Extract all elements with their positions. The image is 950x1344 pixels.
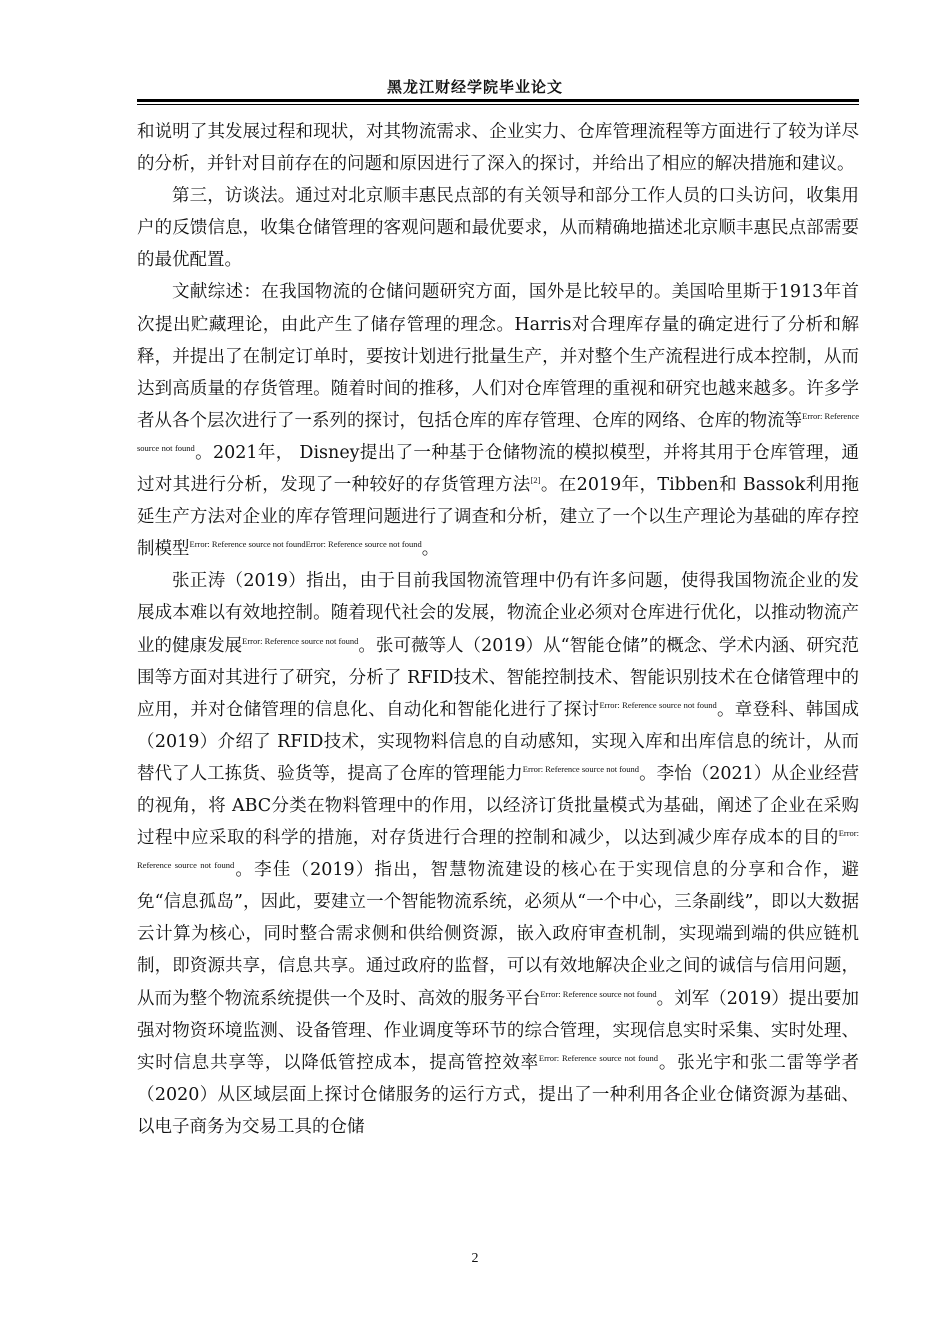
citation-marker: Error: Reference source not found xyxy=(522,764,640,775)
running-header-title: 黑龙江财经学院毕业论文 xyxy=(386,78,563,96)
citation-marker: Error: Reference source not found xyxy=(599,699,717,710)
paragraph-text: 张正涛（2019）指出，由于目前我国物流管理中仍有许多问题，使得我国物流企业的发展成本难以有效地控制。随着现代社会的发展，物流企业必须对仓库进行优化，以推动物流产业的健康发展 xyxy=(137,571,859,656)
page-number: 2 xyxy=(471,1251,479,1266)
citation-marker: Error: Reference source not found xyxy=(137,411,859,454)
citation-marker: Error: Reference source not found xyxy=(538,1052,659,1063)
citation-marker: Error: Reference source not found xyxy=(242,635,359,646)
paragraph-text: 。在2019年，Tibben和 Bassok利用拖延生产方法对企业的库存管理问题进行了调查和分析，建立了一个以生产理论为基础的库存控制模型 xyxy=(137,475,859,560)
paragraph-text: 文献综述：在我国物流的仓储问题研究方面，国外是比较早的。美国哈里斯于1913年首次提出贮藏理论，由此产生了储存管理的理念。Harris对合理库存量的确定进行了分析和解释，并提出了在制定订单时，要按计划进行批量生产，并对整个生产流程进行成本控制，从而达到高质量的存货管理。随着时间的推移，人们对仓库管理的重视和研究也越来越多。许多学者从各个层次进行了一系列的探讨，包括仓库的库存管理、仓库的网络、仓库的物流等 xyxy=(137,282,859,431)
paragraph xyxy=(137,276,859,565)
paragraph-text: 和说明了其发展过程和现状，对其物流需求、企业实力、仓库管理流程等方面进行了较为详尽的分析，并针对目前存在的问题和原因进行了深入的探讨，并给出了相应的解决措施和建议。 xyxy=(137,122,859,175)
paragraph-text: 。 xyxy=(421,539,440,560)
paragraph xyxy=(137,180,859,276)
paragraph-text: 。2021年， Disney提出了一种基于仓储物流的模拟模型，并将其用于仓库管理，通过对其进行分析，发现了一种较好的存货管理方法 xyxy=(137,442,859,496)
paragraph-text: 。张光宇和张二雷等学者（2020）从区域层面上探讨仓储服务的运行方式，提出了一种利用各企业仓储资源为基础、以电子商务为交易工具的仓储 xyxy=(137,1052,859,1137)
paragraph xyxy=(137,116,859,180)
citation-marker: Error: Reference source not foundError: Reference source not found xyxy=(189,539,422,550)
paragraph-text: 第三，访谈法。通过对北京顺丰惠民点部的有关领导和部分工作人员的口头访问，收集用户的反馈信息，收集仓储管理的客观问题和最优要求，从而精确地描述北京顺丰惠民点部需要的最优配置。 xyxy=(137,186,859,271)
paragraph xyxy=(137,565,859,1143)
header-rule-thin xyxy=(137,104,859,105)
header-rule-thick xyxy=(137,99,859,102)
body-text xyxy=(137,116,859,1143)
paragraph-text: 。李怡（2021）从企业经营的视角，将 ABC分类在物料管理中的作用，以经济订货批量模式为基础，阐述了企业在采购过程中应采取的科学的措施，对存货进行合理的控制和减少，以达到减少库存成本的目的 xyxy=(137,763,859,849)
paragraph-text: 。刘军（2019）提出要加强对物资环境监测、设备管理、作业调度等环节的综合管理，实现信息实时采集、实时处理、实时信息共享等，以降低管控成本，提高管控效率 xyxy=(137,988,859,1073)
citation-marker: Error: Reference source not found xyxy=(137,828,859,871)
paragraph-text: 。李佳（2019）指出，智慧物流建设的核心在于实现信息的分享和合作，避免“信息孤岛”，因此，要建立一个智能物流系统，必须从“一个中心，三条副线”，即以大数据云计算为核心，同时整合需求侧和供给侧资源，嵌入政府审查机制，实现端到端的供应链机制，即资源共享，信息共享。通过政府的监督，可以有效地解决企业之间的诚信与信用问题，从而为整个物流系统提供一个及时、高效的服务平台 xyxy=(137,860,859,1009)
paragraph-text: 。张可薇等人（2019）从“智能仓储”的概念、学术内涵、研究范围等方面对其进行了研究，分析了 RFID技术、智能控制技术、智能识别技术在仓储管理中的应用，并对仓储管理的信息化、自动化和智能化进行了探讨 xyxy=(137,635,859,720)
citation-marker: [2] xyxy=(530,475,541,486)
citation-marker: Error: Reference source not found xyxy=(540,988,657,999)
paragraph-text: 。章登科、韩国成（2019）介绍了 RFID技术，实现物料信息的自动感知，实现入库和出库信息的统计，从而替代了人工拣货、验货等，提高了仓库的管理能力 xyxy=(137,699,860,784)
